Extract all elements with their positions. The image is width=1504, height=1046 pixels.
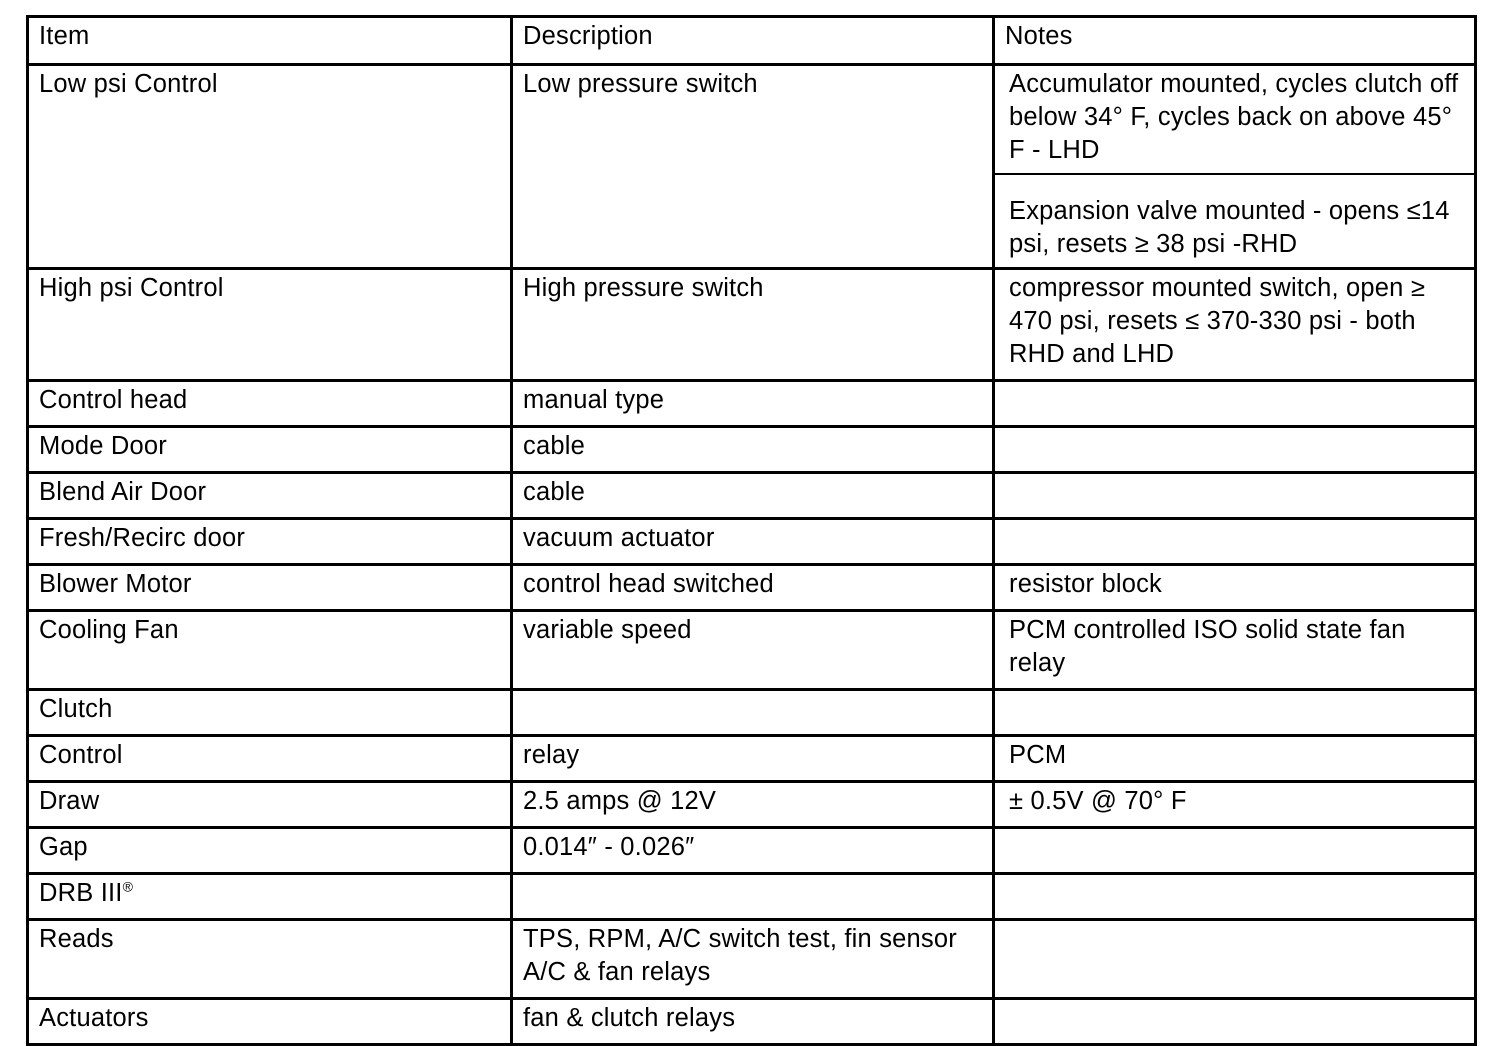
- notes-rhd: Expansion valve mounted - opens ≤14 psi, resets ≥ 38 psi -RHD: [995, 173, 1474, 267]
- table-header-row: [28, 17, 1476, 65]
- table-row: [28, 381, 1476, 427]
- table-row: [28, 920, 1476, 999]
- notes-cell: [994, 828, 1476, 874]
- description-cell: fan & clutch relays: [512, 999, 994, 1045]
- notes-cell: [994, 690, 1476, 736]
- table-row: [28, 999, 1476, 1045]
- table-row: [28, 736, 1476, 782]
- table-row: [28, 874, 1476, 920]
- item-cell: Mode Door: [28, 427, 512, 473]
- item-cell: Control head: [28, 381, 512, 427]
- notes-lhd: Accumulator mounted, cycles clutch off below 34° F, cycles back on above 45° F - LHD: [1009, 70, 1459, 164]
- notes-cell: [994, 381, 1476, 427]
- description-cell: [512, 874, 994, 920]
- notes-cell: [994, 473, 1476, 519]
- item-cell: High psi Control: [28, 269, 512, 381]
- description-cell: variable speed: [512, 611, 994, 690]
- item-cell: Reads: [28, 920, 512, 999]
- item-cell: Low psi Control: [28, 65, 512, 269]
- header-description: Description: [512, 17, 994, 65]
- notes-cell: [994, 920, 1476, 999]
- item-cell: Blend Air Door: [28, 473, 512, 519]
- item-cell: Fresh/Recirc door: [28, 519, 512, 565]
- specification-table: [26, 15, 1477, 1046]
- description-cell: vacuum actuator: [512, 519, 994, 565]
- description-cell: manual type: [512, 381, 994, 427]
- table-row: [28, 565, 1476, 611]
- notes-cell: [994, 519, 1476, 565]
- table-row: [28, 611, 1476, 690]
- registered-mark: ®: [122, 878, 134, 895]
- description-cell: [512, 690, 994, 736]
- description-cell: cable: [512, 427, 994, 473]
- notes-cell: resistor block: [994, 565, 1476, 611]
- description-cell: relay: [512, 736, 994, 782]
- item-cell: Gap: [28, 828, 512, 874]
- notes-cell: PCM: [994, 736, 1476, 782]
- header-notes: Notes: [994, 17, 1476, 65]
- description-cell: 2.5 amps @ 12V: [512, 782, 994, 828]
- table-row: [28, 65, 1476, 269]
- description-cell: cable: [512, 473, 994, 519]
- table-row: [28, 269, 1476, 381]
- description-cell: 0.014″ - 0.026″: [512, 828, 994, 874]
- table-row: [28, 690, 1476, 736]
- header-item: Item: [28, 17, 512, 65]
- description-cell: High pressure switch: [512, 269, 994, 381]
- notes-cell: [994, 427, 1476, 473]
- item-cell: Control: [28, 736, 512, 782]
- table-row: [28, 519, 1476, 565]
- item-cell: Cooling Fan: [28, 611, 512, 690]
- notes-cell: compressor mounted switch, open ≥ 470 psi, resets ≤ 370-330 psi - both RHD and LHD: [994, 269, 1476, 381]
- item-cell: Clutch: [28, 690, 512, 736]
- item-cell: Actuators: [28, 999, 512, 1045]
- table-row: [28, 473, 1476, 519]
- item-cell: [28, 874, 512, 920]
- description-cell: Low pressure switch: [512, 65, 994, 269]
- description-cell: control head switched: [512, 565, 994, 611]
- table-row: [28, 782, 1476, 828]
- notes-cell: PCM controlled ISO solid state fan relay: [994, 611, 1476, 690]
- description-cell: TPS, RPM, A/C switch test, fin sensor A/C & fan relays: [512, 920, 994, 999]
- item-cell: Draw: [28, 782, 512, 828]
- notes-cell: [994, 999, 1476, 1045]
- notes-cell: ± 0.5V @ 70° F: [994, 782, 1476, 828]
- table-row: [28, 427, 1476, 473]
- table-row: [28, 828, 1476, 874]
- item-cell: Blower Motor: [28, 565, 512, 611]
- notes-cell: [994, 65, 1476, 269]
- item-text: DRB III: [39, 879, 123, 907]
- notes-cell: [994, 874, 1476, 920]
